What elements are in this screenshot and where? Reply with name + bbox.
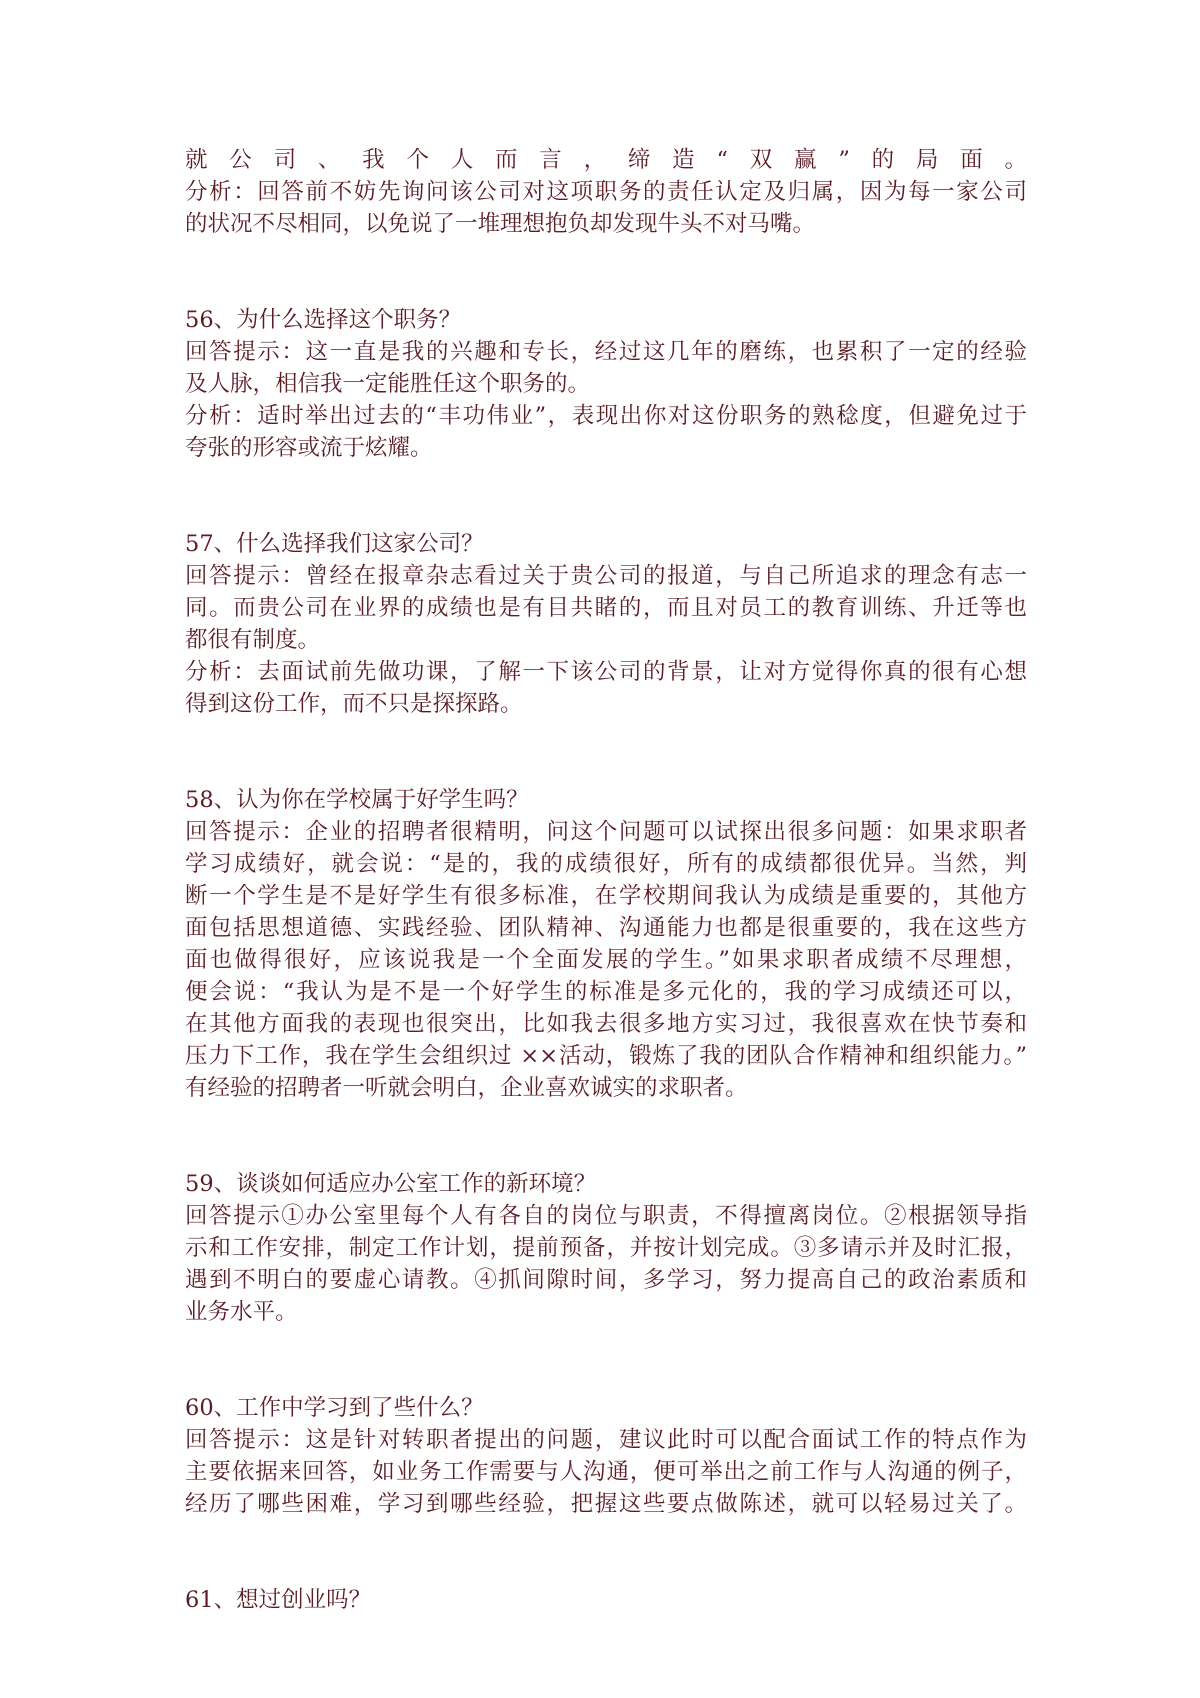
text-line: 面包括思想道德、实践经验、团队精神、沟通能力也都是很重要的，我在这些方 [185,915,1027,941]
question-56 [185,304,1027,464]
text-line: 的状况不尽相同，以免说了一堆理想抱负却发现牛头不对马嘴。 [185,211,816,237]
text-line: 回答提示①办公室里每个人有各自的岗位与职责，不得擅离岗位。②根据领导指 [185,1203,1027,1229]
text-line: 在其他方面我的表现也很突出，比如我去很多地方实习过，我很喜欢在快节奏和 [185,1011,1027,1037]
text-line: 主要依据来回答，如业务工作需要与人沟通，便可举出之前工作与人沟通的例子， [185,1459,1027,1485]
text-line: 示和工作安排，制定工作计划，提前预备，并按计划完成。③多请示并及时汇报， [185,1235,1027,1261]
question-58 [185,784,1027,1104]
intro-paragraph [185,144,1027,240]
question-title: 60、工作中学习到了些什么？ [185,1395,484,1421]
question-title: 56、为什么选择这个职务？ [185,307,462,333]
text-line: 回答提示：这一直是我的兴趣和专长，经过这几年的磨练，也累积了一定的经验 [185,339,1027,365]
question-title: 59、谈谈如何适应办公室工作的新环境？ [185,1171,597,1197]
text-line: 业务水平。 [185,1299,298,1325]
text-line: 分析：去面试前先做功课，了解一下该公司的背景，让对方觉得你真的很有心想 [185,659,1027,685]
text-line: 分析：适时举出过去的“丰功伟业”，表现出你对这份职务的熟稔度，但避免过于 [185,403,1027,429]
question-61 [185,1584,1027,1616]
question-title: 61、想过创业吗？ [185,1587,372,1613]
text-line: 同。而贵公司在业界的成绩也是有目共睹的，而且对员工的教育训练、升迁等也 [185,595,1027,621]
text-line: 回答提示：曾经在报章杂志看过关于贵公司的报道，与自己所追求的理念有志一 [185,563,1027,589]
text-line: 得到这份工作，而不只是探探路。 [185,691,523,717]
text-line: 面也做得很好，应该说我是一个全面发展的学生。”如果求职者成绩不尽理想， [185,947,1027,973]
text-line: 便会说：“我认为是不是一个好学生的标准是多元化的，我的学习成绩还可以， [185,979,1027,1005]
text-line: 遇到不明白的要虚心请教。④抓间隙时间，多学习，努力提高自己的政治素质和 [185,1267,1027,1293]
question-57 [185,528,1027,720]
text-line: 回答提示：这是针对转职者提出的问题，建议此时可以配合面试工作的特点作为 [185,1427,1027,1453]
question-title: 57、什么选择我们这家公司？ [185,531,484,557]
text-line: 都很有制度。 [185,627,321,653]
text-line: 及人脉，相信我一定能胜任这个职务的。 [185,371,591,397]
document-page [185,144,1027,1616]
text-line: 学习成绩好，就会说：“是的，我的成绩很好，所有的成绩都很优异。当然，判 [185,851,1027,877]
text-line: 经历了哪些困难，学习到哪些经验，把握这些要点做陈述，就可以轻易过关了。 [185,1491,1027,1517]
text-line: 有经验的招聘者一听就会明白，企业喜欢诚实的求职者。 [185,1075,748,1101]
text-line: 分析：回答前不妨先询问该公司对这项职务的责任认定及归属，因为每一家公司 [185,179,1027,205]
text-line: 就公司、我个人而言，缔造“双赢”的局面。 [185,147,1027,173]
question-title: 58、认为你在学校属于好学生吗？ [185,787,529,813]
text-line: 回答提示：企业的招聘者很精明，问这个问题可以试探出很多问题：如果求职者 [185,819,1027,845]
question-59 [185,1168,1027,1328]
text-line: 夸张的形容或流于炫耀。 [185,435,433,461]
text-line: 断一个学生是不是好学生有很多标准，在学校期间我认为成绩是重要的，其他方 [185,883,1027,909]
text-line: 压力下工作，我在学生会组织过 ××活动，锻炼了我的团队合作精神和组织能力。” [185,1043,1027,1069]
question-60 [185,1392,1027,1520]
